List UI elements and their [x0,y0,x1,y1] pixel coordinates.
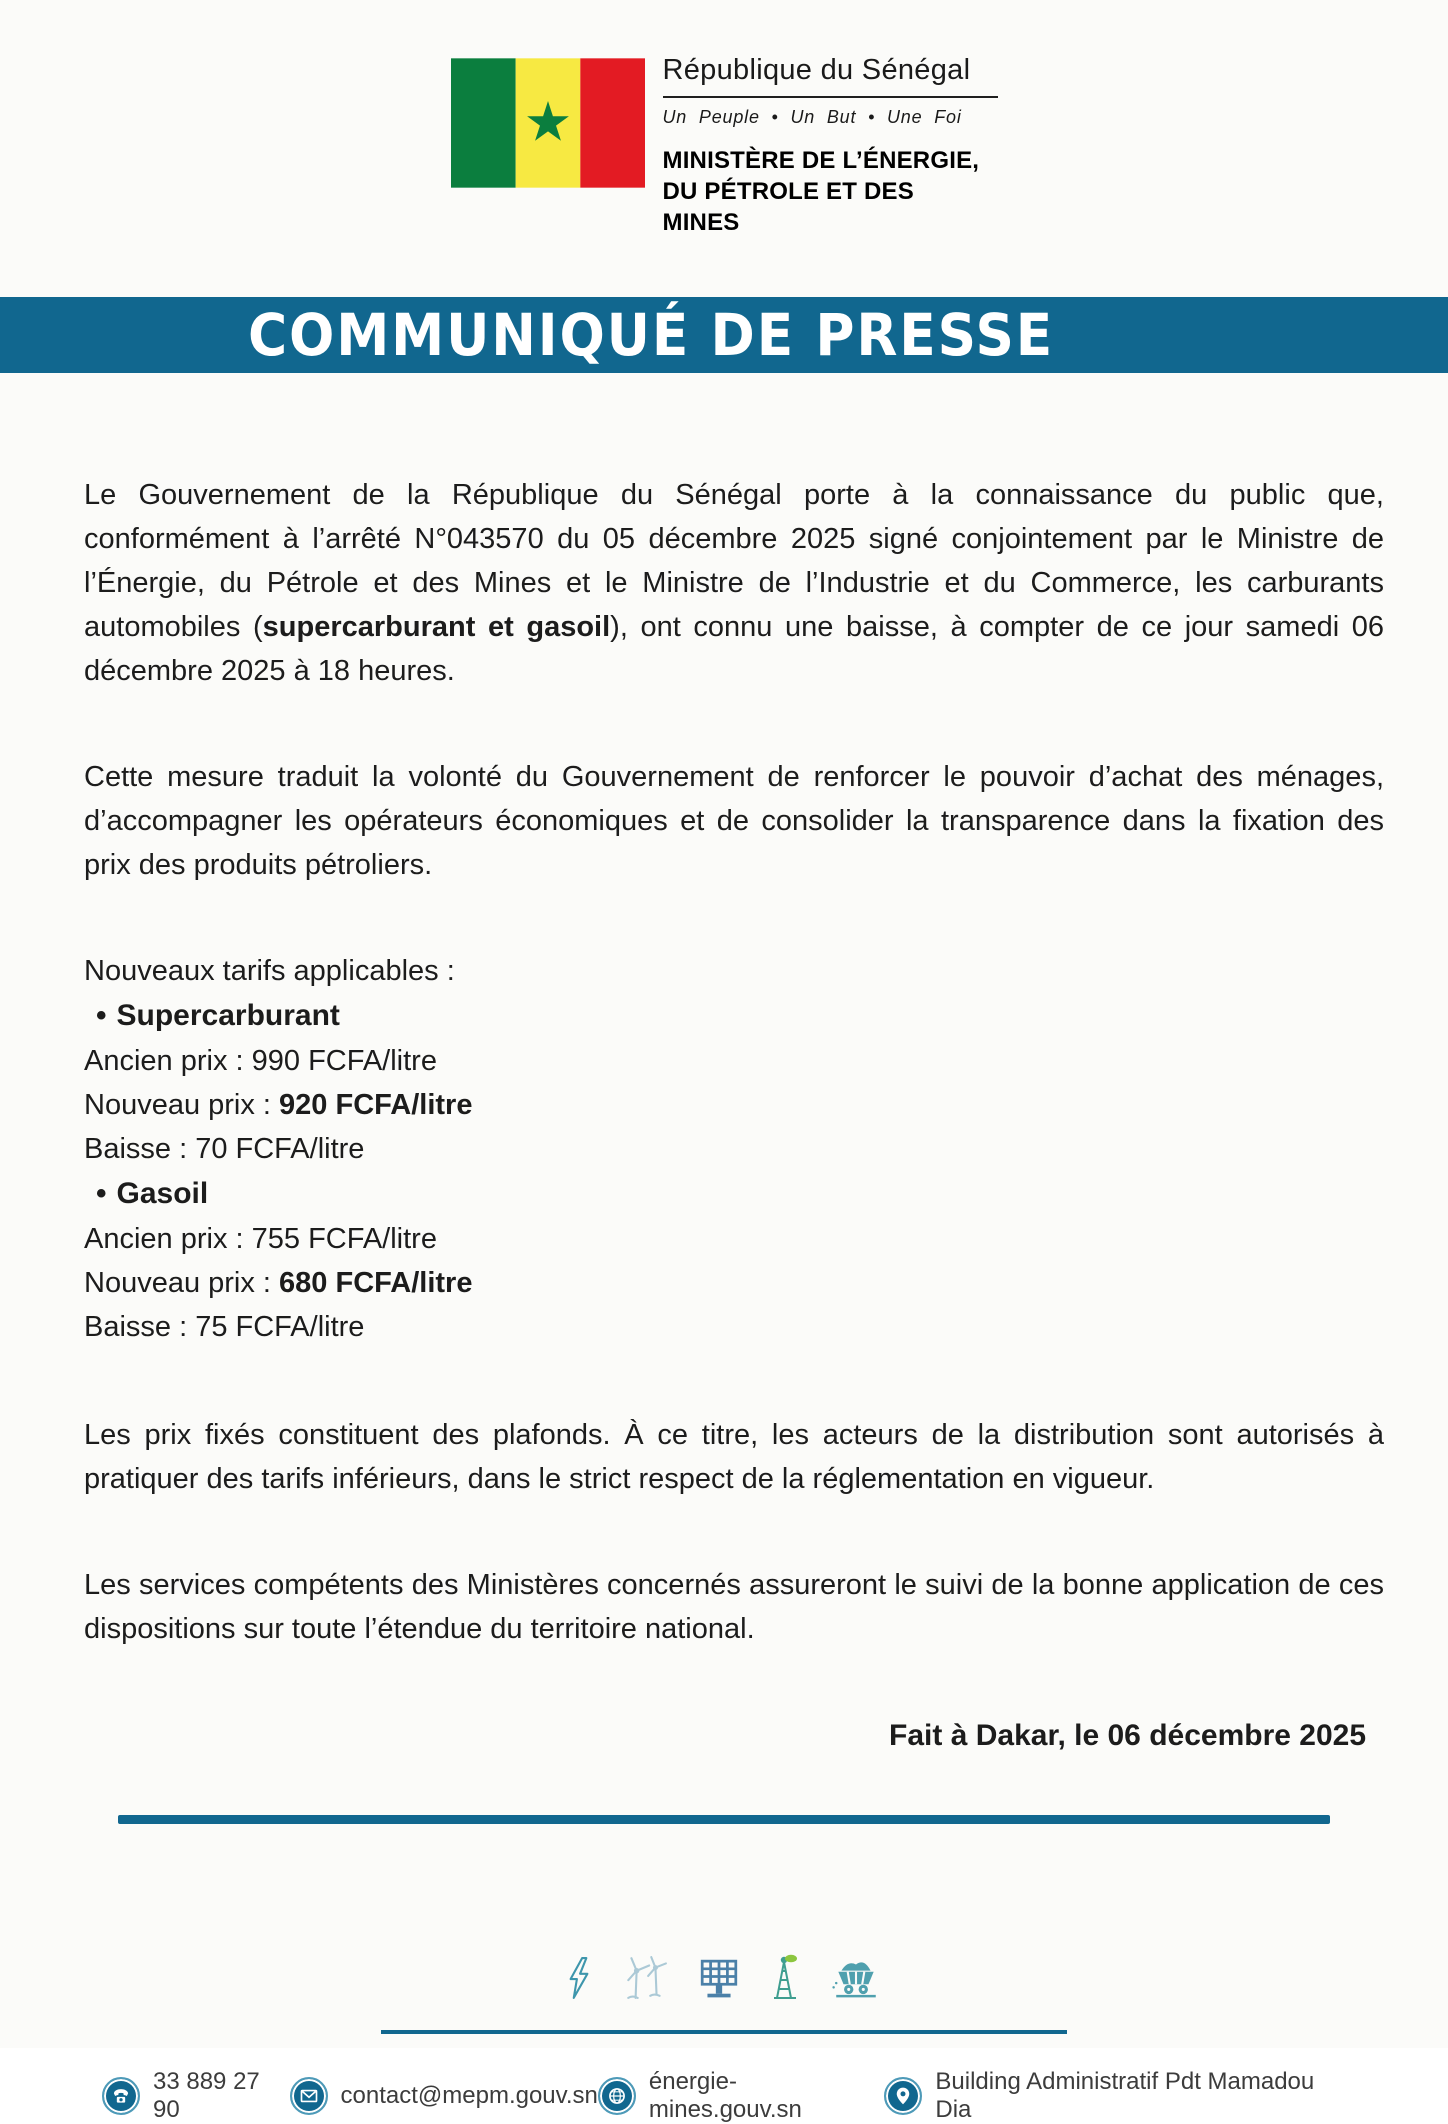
paragraph-measure: Cette mesure traduit la volonté du Gouvernement de renforcer le pouvoir d’achat des ménages, d’accompagner les opérateurs économiques et de consolider la transparence dans la fixation des prix des produits pétroliers. [84,760,1384,882]
paragraph-intro [84,473,1384,693]
tariffs-heading: Nouveaux tarifs applicables : [84,955,455,988]
intro-bold-fuels: supercarburant et gasoil [262,610,611,643]
contact-bar [0,2068,1448,2124]
paragraph-price-ceilings: Les prix fixés constituent des plafonds. À ce titre, les acteurs de la distribution sont autorisés à pratiquer des tarifs inférieurs, dans le strict respect de la réglementation en vigueur. [84,1418,1384,1495]
footer-divider-thin [381,2030,1067,2034]
address-text: Building Administratif Pdt Mamadou Dia [935,2067,1315,2123]
wind-turbines-icon [622,1954,668,2000]
senegal-flag-image [451,54,645,192]
energy-icons-row [0,1952,1448,2000]
signature-line: Fait à Dakar, le 06 décembre 2025 [889,1719,1366,1753]
location-pin-icon [884,2077,922,2115]
old-price-gasoil: Ancien prix : 755 FCFA/litre [84,1222,437,1255]
new-price-label: Nouveau prix : [84,1266,280,1299]
ministry-line-1: MINISTÈRE DE L’ÉNERGIE, [662,147,980,174]
lightning-bolt-icon [566,1956,592,2000]
new-price-gasoil [84,1261,1384,1305]
globe-icon [598,2077,636,2115]
header-text [663,54,998,239]
intro-text: Le Gouvernement de la République du Sénégal porte à la connaissance du public que, conformément à l’arrêté N°043570 du 05 décembre 2025 signé conjointement par le Ministre de l’Énergie, du Pétrole et des Mines et le Ministre de l’Industrie et du Commerce, les carburants automobiles ( [84,478,1384,643]
email-icon [290,2077,328,2115]
new-price-value: 920 FCFA/litre [279,1088,473,1121]
press-release-body [84,473,1384,1759]
oil-derrick-icon [770,1954,800,2000]
product-name-supercarburant [84,993,1384,1039]
contact-email[interactable] [290,2077,598,2115]
website-url: énergie-mines.gouv.sn [648,2067,802,2123]
contact-website[interactable] [598,2068,885,2124]
title-banner [0,297,1448,373]
footer-divider-thick [118,1815,1330,1824]
new-price-value: 680 FCFA/litre [279,1266,473,1299]
old-price-supercarburant: Ancien prix : 990 FCFA/litre [84,1044,437,1077]
ministry-line-2: DU PÉTROLE ET DES MINES [662,178,914,237]
product-name-gasoil [84,1171,1384,1217]
product-label: Gasoil [116,1177,209,1211]
email-address: contact@mepm.gouv.sn [340,2081,598,2109]
header [0,0,1448,239]
intro-text-end: ), ont connu une baisse, à compter de ce jour samedi 06 décembre 2025 à 18 heures. [84,610,1384,687]
bullet-icon: • [96,999,107,1033]
new-price-supercarburant [84,1083,1384,1127]
price-drop-supercarburant: Baisse : 70 FCFA/litre [84,1133,365,1166]
price-drop-gasoil: Baisse : 75 FCFA/litre [84,1310,365,1343]
ministry-name [663,145,998,239]
product-label: Supercarburant [116,999,340,1033]
national-motto: Un Peuple • Un But • Une Foi [662,107,962,127]
banner-title: COMMUNIQUÉ DE PRESSE [248,300,1054,369]
tariffs-section [84,949,1384,1349]
bullet-icon: • [96,1177,107,1211]
phone-number: 33 889 27 90 [153,2067,260,2123]
republic-title: République du Sénégal [663,54,998,98]
solar-panel-icon [698,1958,740,2000]
contact-address[interactable] [884,2068,1348,2124]
phone-icon [102,2077,140,2115]
contact-phone[interactable] [102,2068,290,2124]
paragraph-enforcement: Les services compétents des Ministères concernés assureront le suivi de la bonne application de ces dispositions sur toute l’étendue du territoire national. [84,1569,1384,1646]
new-price-label: Nouveau prix : [84,1088,280,1121]
senegal-flag [451,54,645,192]
mine-cart-icon [830,1958,882,2000]
